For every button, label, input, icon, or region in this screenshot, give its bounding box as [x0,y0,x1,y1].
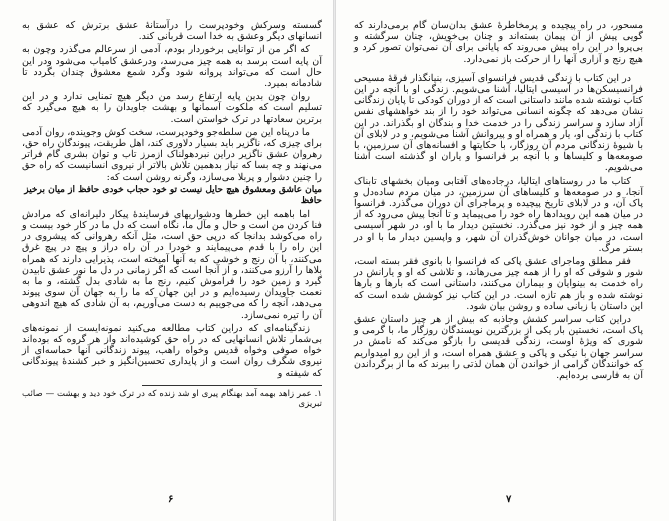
poem-verse [22,185,322,207]
left-paragraph-1: گسسته وسرکش وخودپرست را درآستانهٔ عشق برترش که عشق به انسانهای دیگر وعشق به خدا است قربانی کند. [22,20,322,43]
right-page-text [354,20,643,381]
verse-line: میان عاشق ومعشوق هیچ حایل نیست تو خود حجاب خودی حافظ از میان برخیز [24,184,322,195]
footnote: ۱. عمر زاهد بهمه آمد بهنگام پیری او شد زنده که در ترک خود دید و بهشت — صائب تبریزی [22,388,322,410]
right-paragraph-4: فقر مطلق وماجرای عشق پاکی که فرانسوا با بانوی فقر بسته است، شور و شوقی که او را از همه چیز می‌رهاند، و تلاشی که او و یارانش در راه خدمت به بینوایان و بیماران می‌کنند، داستانی است که بارها و بارها نوشته شده و باز هم تازه است. در این کتاب نیز کوشش شده است که این داستان با زبانی ساده و روشن بیان شود. [354,256,643,312]
footnote-rule [142,385,322,386]
left-paragraph-4: ما درپناه این من سلطه‌جو وخودپرست، سخت کوش وجوینده، روان آدمی برای چیزی که، ناگزیر باید بسیار دلاوری کند، اهل طریقت، پیوندگان راه حق، رهروان عشق ناگزیر دراین نبردهولناک ازمرز تاب و توان بشری گام فراتر می‌نهند و چه بسا که نیاز بدهمین تلاش بالاتر از نیروی انسانیست که راه حق را چنین دشوار و پربلا می‌سازد، وگرنه روشن است که: [22,126,322,183]
right-paragraph-2: در این کتاب با زندگی قدیس فرانسوای آسیزی، بنیانگذار فرقهٔ مسیحی فرانسیسکن‌ها در آسیسی ایتالیا، آشنا می‌شویم. زندگی او با آنچه در این کتاب نوشته شده مانند داستانی است که از دوران کودکی تا پایان زندگانی نشان می‌دهد که چگونه انسانی می‌تواند خود را از بند خواهشهای نفس آزاد سازد و سراسر زندگی را در خدمت خدا و بندگان او بگذراند. در این کتاب با زندگی او، یار و همراه او و پیروانش آشنا می‌شویم، و در لابلای آن با شیوهٔ زندگانی مردم آن روزگار، با حکایتها و افسانه‌های آن سرزمین، با صومعه‌ها و کلیساها و با آنچه بر فرانسوا و یاران او گذشته است آشنا می‌شویم. [353,72,643,174]
right-paragraph-1: مسحور، در راه پیچیده و پرمخاطرهٔ عشق بدان‌سان گام برمی‌دارند که گویی پیش از آن پیمان بسته‌اند و چنان بی‌خویش، چنان سرگشته و بی‌پروا در این راه پیش می‌روند که پایانی برای آن نمی‌توان تصور کرد و هیچ رنج و آزاری آنها را از حرکت باز نمی‌دارد. [354,20,643,65]
left-paragraph-5: اما باهمه این خطرها ودشواریهای فرسایندهٔ پیکار دلیرانه‌ای که مرادش فنا کردن من است و حال و مآل ما، نگاه است که دل ما در کار خود بیست و راه می‌کوشد بدانجا که درپی حق است، مثل آنکه رهروانی که پیشروی در این راه را با قدم می‌پیمایند و خودرا در آن راه دراز و پیچ در پیچ غرق می‌کنند، با آن رنج و خوشی که به آنها آمیخته است، پذیرایی دارند که همراه بلاها را آرزو می‌کنند، و از آنجا است که اگر زمانی در دل ما نور عشق تابیدن گیرد و زمین خود را فراموش کنیم، رنج ما به شادی بدل گشته، و ما به نعمت جاویدان رسیده‌ایم و در این جهان که ما را به جهان آن سوی پیوند می‌دهد، آنچه را که می‌جوییم به دست می‌آوریم، به آن شادی که هیچ اندوهی آن را تیره نمی‌سازد. [22,208,322,321]
verse-poet: حافظ [300,195,322,206]
left-page-text [22,20,322,410]
left-paragraph-3: روان چون بدین پایه ارتفاع رسد من دیگر هیچ تمنایی ندارد و در این تسلیم است که ملکوت آسمانها و بهشت جاویدان را به هیچ می‌گیرد که برترین سعادتها در ترک خواستن است. [22,91,322,125]
page-number-right: ۷ [506,494,512,505]
left-page [0,0,334,521]
left-paragraph-2: که اگر من از توانایی برخوردار بودم، آدمی از سرعالم می‌گذرد وچون به آن پایه است برسد به همه چیز می‌رسد، ودرعشق کامیاب می‌شود ودر این حال است که می‌تواند پروانه شود وگرد شمع معشوق چندان بگردد تا شادمانه بمیرد. [22,44,322,90]
right-page [336,0,669,521]
right-paragraph-3: کتاب ما در روستاهای ایتالیا، درجاده‌های آفتابی ومیان بخشهای تابناک آنجا، و در صومعه‌ها و کلیساهای آن سرزمین، در میان مردم ساده‌دل و پاک آن، و در لابلای تاریخ پیچیده و پرماجرای آن دوران می‌گذرد. فرانسوا در میان همه این رویدادها راه خود را می‌پیماید و تا آنجا پیش می‌رود که از همه چیز و از خود نیز می‌گذرد. نخستین دیدار ما با او، در شهر آسیسی است، در میان جوانان خوش‌گذران آن شهر، و واپسین دیدار ما با او در بستر مرگ. [354,175,643,254]
left-paragraph-6: زندگینامه‌ای که دراین کتاب مطالعه می‌کنید نمونه‌ایست از نمونه‌های بی‌شمار تلاش انسانهایی که در راه حق کوشیده‌اند واز هر گروه که بوده‌اند خواه صوفی وخواه قدیس وخواه راهب، پیوند زندگانی آنها حماسه‌ای از نیروی شگرف روان است و از پایداری تحسین‌انگیز و خبر کشندهٔ پیوندگانی که شیفته و [22,322,322,379]
page-number-left: ۶ [168,494,174,505]
right-paragraph-5: دراین کتاب سراسر کشش وجاذبه که بیش از هر چیز داستان عشق پاک است، نخستین بار یکی از بزرگترین نویسندگان روزگار ما، با گرمی و شوری که ویژهٔ اوست، زندگی قدیسی را بازگو می‌کند که نامش در سراسر جهان با نیکی و پاکی و عشق همراه است، و از این رو امیدواریم که خوانندگان گرامی از خواندن آن همان لذتی را ببرند که ما از برگرداندن آن به فارسی برده‌ایم. [354,314,643,382]
